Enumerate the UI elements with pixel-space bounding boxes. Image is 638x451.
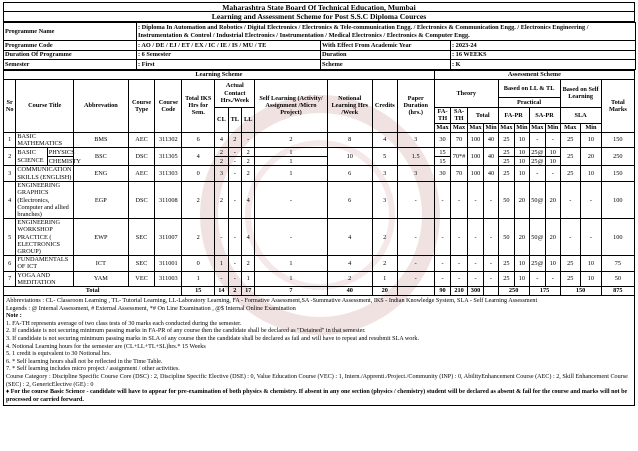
sla-min: -: [581, 219, 602, 256]
sa-pr-min: -: [546, 132, 560, 147]
learning-scheme-header: Learning Scheme: [4, 70, 435, 79]
credits-header: Credits: [372, 79, 397, 132]
ll-hours: 2: [242, 256, 255, 271]
sa-th-max: -: [451, 219, 467, 256]
table-row: [4, 148, 635, 157]
effect-from-value: : 2023-24: [451, 41, 636, 51]
assessment-scheme-header: Assessment Scheme: [434, 70, 634, 79]
sa-pr-min: 20: [546, 182, 560, 219]
paper-duration: -: [397, 256, 434, 271]
notional-hours: 6: [327, 182, 372, 219]
max-header: Max: [467, 123, 483, 132]
course-title: BASIC SCIENCE: [16, 148, 47, 165]
fa-th-header: FA-TH: [434, 107, 450, 123]
total-tl: 2: [228, 287, 241, 296]
theory-header: Theory: [434, 79, 498, 107]
course-title: BASIC MATHEMATICS: [16, 132, 74, 147]
course-type: SEC: [128, 219, 155, 256]
total-marks: 100: [601, 219, 634, 256]
sla-min: 10: [581, 166, 602, 182]
ll-hours: 2: [242, 148, 255, 157]
self-learning: 1: [255, 157, 327, 166]
ll-hours: -: [242, 132, 255, 147]
tl-hours: -: [228, 219, 241, 256]
cl-hours: -: [215, 219, 228, 256]
note-2: 2. If candidate is not securing minimum passing marks in FA-PR of any course then the candidate shall be declared as "Detained" in that semester.: [6, 328, 366, 335]
sla-min: 10: [581, 256, 602, 271]
total-theory: 300: [467, 287, 483, 296]
paper-duration: -: [397, 182, 434, 219]
basic-science-note: ♦ For the course Basic Science - candidate will have to appear for pre-examination of both physics & chemistry. If absent in any one section (physics / chemistry) student will be declared as absent & fail for the course and marks will not be processed or carried forward.: [6, 389, 628, 403]
tl-hours: -: [228, 182, 241, 219]
duration-programme-value: : 6 Semester: [137, 50, 321, 60]
fa-pr-min: 10: [515, 148, 529, 157]
sa-th-header: SA-TH: [451, 107, 467, 123]
abbreviations-note: Abbreviations : CL- Classroom Learning , TL- Tutorial Learning, LL-Laboratory Learning, FA - Formative Assessment,SA -Summative Assessment, IKS - Indian Knowledge System, SLA - Self Learning Assessment: [6, 298, 538, 305]
total-marks: 50: [601, 271, 634, 286]
max-header: Max: [434, 123, 450, 132]
cl-hours: -: [215, 271, 228, 286]
sr-no: 1: [4, 132, 16, 147]
total-paper-blank: [397, 287, 434, 296]
note-7: 7. * Self learning includes micro project / assignment / other activities.: [6, 366, 180, 373]
total-marks: 100: [601, 182, 634, 219]
grand-total: 875: [601, 287, 634, 296]
duration-programme-label: Duration Of Programme: [4, 50, 137, 60]
course-code: 311302: [155, 132, 182, 147]
fa-pr-max: 25: [498, 132, 514, 147]
course-type-header: Course Type: [128, 79, 155, 132]
programme-code-value: : AO / DE / EJ / ET / EX / IC / IE / IS / MU / TE: [137, 41, 321, 51]
fa-th-max: -: [434, 182, 450, 219]
board-title: Maharashtra State Board Of Technical Education, Mumbai: [3, 2, 635, 12]
sla-max: 25: [560, 256, 581, 271]
semester-value: : First: [137, 60, 321, 70]
course-title: ENGINEERING WORKSHOP PRACTICE ( ELECTRONICS GROUP): [16, 219, 74, 256]
sr-no: 3: [4, 166, 16, 182]
notional-hours: 8: [327, 132, 372, 147]
sa-pr-max: -: [529, 132, 545, 147]
course-title: YOGA AND MEDITATION: [16, 271, 74, 286]
theory-total-max: -: [467, 271, 483, 286]
tl-hours: -: [228, 256, 241, 271]
fa-pr-max: 25: [498, 157, 514, 166]
fa-pr-min: 10: [515, 256, 529, 271]
sa-pr-max: 25@: [529, 148, 545, 157]
course-code: 311001: [155, 256, 182, 271]
total-iks: 15: [182, 287, 215, 296]
total-notional: 40: [327, 287, 372, 296]
programme-name-label: Programme Name: [4, 23, 137, 41]
paper-duration: 3: [397, 166, 434, 182]
sla-max: -: [560, 182, 581, 219]
abbreviation: ENG: [74, 166, 129, 182]
max-header: Max: [451, 123, 467, 132]
theory-total-min: -: [484, 271, 498, 286]
course-title-header: Course Title: [16, 79, 74, 132]
self-learning: -: [255, 182, 327, 219]
fa-pr-min: 10: [515, 271, 529, 286]
note-1: 1. FA-TH represents average of two class tests of 30 marks each conducted during the semester.: [6, 320, 242, 327]
notional-hours: 6: [327, 166, 372, 182]
course-type: VEC: [128, 271, 155, 286]
sa-th-max: 70: [451, 132, 467, 147]
abbreviation: BMS: [74, 132, 129, 147]
actual-contact-header: Actual Contact Hrs./Week: [215, 79, 255, 107]
abbreviation: YAM: [74, 271, 129, 286]
note-5: 5. 1 credit is equivalent to 30 Notional hrs.: [6, 351, 112, 358]
min-header: Min: [547, 124, 559, 132]
self-learning: 1: [255, 271, 327, 286]
abbreviation-header: Abbrevation: [74, 79, 129, 132]
total-credits: 20: [372, 287, 397, 296]
sr-no: 2: [4, 148, 16, 166]
sr-no: 6: [4, 256, 16, 271]
fa-th-max: -: [434, 256, 450, 271]
legends-note: Legends : @ Internal Assessment, # External Assessment, *# On Line Examination , @$ Internal Online Examination: [6, 305, 296, 312]
table-row: [4, 166, 635, 182]
sla-max: 25: [560, 166, 581, 182]
course-type: DSC: [128, 148, 155, 166]
sa-pr-min: 10: [546, 157, 560, 166]
paper-duration: 1.5: [397, 148, 434, 166]
notional-hours: 4: [327, 219, 372, 256]
credits: 1: [372, 271, 397, 286]
course-title: ENGINEERING GRAPHICS (Electronics, Computer and allied branches): [16, 182, 74, 219]
table-row: [4, 182, 635, 219]
total-marks: 250: [601, 148, 634, 166]
fa-th-max: 15: [434, 157, 450, 166]
course-code: 311008: [155, 182, 182, 219]
scheme-value: : K: [451, 60, 636, 70]
credits: 2: [372, 256, 397, 271]
cl-hours: 3: [215, 166, 228, 182]
course-title: FUNDAMENTALS OF ICT: [16, 256, 74, 271]
table-row: [4, 132, 635, 147]
total-self-learning: 7: [255, 287, 327, 296]
total-sa-th: 210: [451, 287, 467, 296]
table-row: [4, 219, 635, 256]
fa-pr-max: 25: [498, 271, 514, 286]
fa-pr-max: 50: [498, 219, 514, 256]
sa-pr-max: -: [529, 271, 545, 286]
paper-duration: -: [397, 219, 434, 256]
course-code-header: Course Code: [155, 79, 182, 132]
theory-total-max: -: [467, 182, 483, 219]
sa-pr-max: 50@: [529, 182, 545, 219]
sa-pr-max: 25@: [529, 256, 545, 271]
fa-pr-min: 10: [515, 132, 529, 147]
sa-pr-max: 25@: [529, 157, 545, 166]
course-type: AEC: [128, 132, 155, 147]
fa-pr-max: 25: [498, 256, 514, 271]
note-6: 6. * Self learning hours shall not be reflected in the Time Table.: [6, 358, 163, 365]
sa-pr-min: 20: [546, 219, 560, 256]
sla-min: -: [581, 182, 602, 219]
sa-pr-max: 50@: [529, 219, 545, 256]
sr-no: 5: [4, 219, 16, 256]
sa-pr-min: -: [546, 166, 560, 182]
cl-header: CL: [215, 107, 228, 132]
tl-hours: -: [228, 148, 241, 157]
note-3: 3. If candidate is not securing minimum passing marks in SLA of any course then the candidate shall be declared as fail and will have to repeat and resubmit SLA work.: [6, 336, 420, 342]
sr-no: 7: [4, 271, 16, 286]
ll-hours: 1: [242, 271, 255, 286]
sla-min: 20: [581, 148, 602, 166]
theory-total-min: 40: [484, 166, 498, 182]
credits: 3: [372, 166, 397, 182]
course-code: 311007: [155, 219, 182, 256]
note-4: 4. Notional Learning hours for the semester are (CL+LL+TL+SL)hrs.* 15 Weeks: [6, 343, 206, 350]
subcourse-physics: PHYSICS: [48, 148, 75, 156]
semester-label: Semester: [4, 60, 137, 70]
scheme-title: Learning and Assessment Scheme for Post S.S.C Diploma Cources: [3, 12, 635, 22]
theory-total-min: 40: [484, 148, 498, 166]
effect-from-label: With Effect From Academic Year: [321, 41, 451, 51]
ll-hours: 4: [242, 219, 255, 256]
subcourse-chemistry: CHEMISTY: [48, 157, 81, 165]
fa-pr-max: 25: [498, 166, 514, 182]
sa-th-max: -: [451, 271, 467, 286]
fa-pr-min: 20: [515, 219, 529, 256]
iks-hours: 6: [182, 132, 215, 147]
based-self-header: Based on Self Learning: [560, 79, 601, 107]
total-fa-th: 90: [434, 287, 450, 296]
total-sa-pr: 175: [529, 287, 560, 296]
notes-section: [3, 296, 635, 406]
sla-max: 25: [560, 148, 581, 166]
self-learning: -: [255, 219, 327, 256]
self-learning: 1: [255, 148, 327, 157]
table-row: [4, 271, 635, 286]
fa-th-max: 30: [434, 166, 450, 182]
course-category-note: Course Category : Discipline Specific Course Core (DSC) : 2, Discipline Specific Elective (DSE) : 0, Value Education Course (VEC) : 1, Intern./Apprenti./Project./Community (INP) : 0, AbilityEnhancement Course (AEC) : 2, Skill Enhancement Course (SEC) : 2, GenericElective (GE) : 0: [6, 373, 628, 388]
sa-th-max: 70: [451, 166, 467, 182]
credits: 5: [372, 148, 397, 166]
abbreviation: BSC: [74, 148, 129, 166]
self-learning-header: Self Learning (Activity/ Assignment /Micro Project): [255, 79, 327, 132]
iks-hours: 2: [182, 219, 215, 256]
fa-pr-min: 20: [515, 182, 529, 219]
credits: 3: [372, 182, 397, 219]
ll-header: LL: [242, 107, 255, 132]
sr-no: 4: [4, 182, 16, 219]
scheme-table: [3, 70, 635, 296]
paper-duration: 3: [397, 132, 434, 147]
tl-hours: 2: [228, 132, 241, 147]
sla-max: 25: [560, 271, 581, 286]
programme-code-label: Programme Code: [4, 41, 137, 51]
fa-th-max: 15: [434, 148, 450, 157]
course-type: DSC: [128, 182, 155, 219]
total-marks: 75: [601, 256, 634, 271]
abbreviation: EWP: [74, 219, 129, 256]
sa-pr-min: 10: [546, 256, 560, 271]
cl-hours: 1: [215, 256, 228, 271]
sa-pr-min: 10: [546, 148, 560, 157]
scheme-label: Scheme: [321, 60, 451, 70]
duration-label: Duration: [321, 50, 451, 60]
paper-duration: -: [397, 271, 434, 286]
iks-hours: 0: [182, 256, 215, 271]
fa-pr-min: 10: [515, 166, 529, 182]
course-title: COMMUNICATION SKILLS (ENGLISH): [17, 166, 72, 181]
iks-hours: 0: [182, 166, 215, 182]
sa-pr-header: SA-PR: [529, 107, 560, 123]
fa-pr-max: 50: [498, 182, 514, 219]
sa-pr-min: -: [546, 271, 560, 286]
notional-hours: 10: [327, 148, 372, 166]
table-row: [4, 256, 635, 271]
fa-th-max: -: [434, 219, 450, 256]
max-header: Max: [529, 123, 545, 132]
self-learning: 1: [255, 166, 327, 182]
credits: 4: [372, 132, 397, 147]
sa-th-max: -: [451, 256, 467, 271]
iks-hours: 4: [182, 148, 215, 166]
ll-hours: 2: [242, 157, 255, 166]
course-code: 311003: [155, 271, 182, 286]
total-iks-header: Total IKS Hrs for Sem.: [182, 79, 215, 132]
scheme-document: [3, 2, 635, 406]
sla-min: 10: [581, 132, 602, 147]
tl-header: TL: [228, 107, 241, 132]
sla-header: SLA: [560, 107, 601, 123]
total-theory-min-blank: [484, 287, 498, 296]
abbreviation: ICT: [74, 256, 129, 271]
practical-header: Practical: [498, 97, 560, 107]
sla-max: 25: [560, 132, 581, 147]
sla-min: 10: [581, 271, 602, 286]
theory-total-min: 40: [484, 132, 498, 147]
total-row: [4, 287, 635, 296]
duration-value: : 16 WEEKS: [451, 50, 636, 60]
theory-total-min: -: [484, 256, 498, 271]
total-fa-pr: 250: [498, 287, 529, 296]
note-label: Note :: [6, 313, 22, 320]
fa-pr-min: 10: [515, 157, 529, 166]
ll-hours: 2: [242, 166, 255, 182]
theory-total-max: -: [467, 256, 483, 271]
cl-hours: 2: [215, 182, 228, 219]
sla-max: -: [560, 219, 581, 256]
tl-hours: -: [228, 157, 241, 166]
cl-hours: 2: [215, 148, 228, 157]
tl-hours: -: [228, 271, 241, 286]
notional-header: Notional Learning Hrs /Week: [327, 79, 372, 132]
theory-total-max: 100: [467, 166, 483, 182]
total-label: Total: [4, 287, 182, 296]
min-header: Min: [485, 124, 497, 132]
min-header: Min: [516, 124, 528, 132]
sa-pr-max: -: [529, 166, 545, 182]
max-header: Max: [498, 123, 514, 132]
course-type: SEC: [128, 256, 155, 271]
ll-hours: 4: [242, 182, 255, 219]
course-code: 311303: [155, 166, 182, 182]
sa-th-max: -: [451, 182, 467, 219]
credits: 2: [372, 219, 397, 256]
fa-th-max: 30: [434, 132, 450, 147]
programme-name-value: : Diploma In Automation and Robotics / Digital Electronics / Electronics & Tele-communication Engg. / Electronics & Communication Engg. / Electronics Engineering / Instrumentation & Control / Industrial Electronics / Instrumentation / Medical Electronics / Electronics & Computer Engg.: [137, 23, 636, 41]
theory-total-header: Total: [467, 107, 498, 123]
abbreviation: EGP: [74, 182, 129, 219]
min-header: Min: [581, 123, 602, 132]
notional-hours: 4: [327, 256, 372, 271]
theory-total-min: -: [484, 182, 498, 219]
max-header: Max: [560, 123, 581, 132]
fa-th-max: -: [434, 271, 450, 286]
programme-info-table: [3, 22, 636, 70]
notional-hours: 2: [327, 271, 372, 286]
course-code: 311305: [155, 148, 182, 166]
fa-pr-header: FA-PR: [498, 107, 529, 123]
cl-hours: 2: [215, 157, 228, 166]
total-marks-header: Total Marks: [601, 79, 634, 132]
total-sla: 150: [560, 287, 601, 296]
theory-total-max: 100: [467, 132, 483, 147]
total-ll: 17: [242, 287, 255, 296]
sr-no-header: Sr No: [4, 79, 16, 132]
theory-total-min: -: [484, 219, 498, 256]
total-marks: 150: [601, 166, 634, 182]
self-learning: 1: [255, 256, 327, 271]
total-cl: 14: [215, 287, 228, 296]
based-ll-tl-header: Based on LL & TL: [498, 79, 560, 97]
iks-hours: 1: [182, 271, 215, 286]
tl-hours: -: [228, 166, 241, 182]
sa-th-max: 70*#: [451, 148, 467, 166]
total-marks: 150: [601, 132, 634, 147]
fa-pr-max: 25: [498, 148, 514, 157]
theory-total-max: -: [467, 219, 483, 256]
self-learning: 2: [255, 132, 327, 147]
iks-hours: 2: [182, 182, 215, 219]
theory-total-max: 100: [467, 148, 483, 166]
course-type: AEC: [128, 166, 155, 182]
cl-hours: 4: [215, 132, 228, 147]
paper-duration-header: Paper Duration (hrs.): [397, 79, 434, 132]
